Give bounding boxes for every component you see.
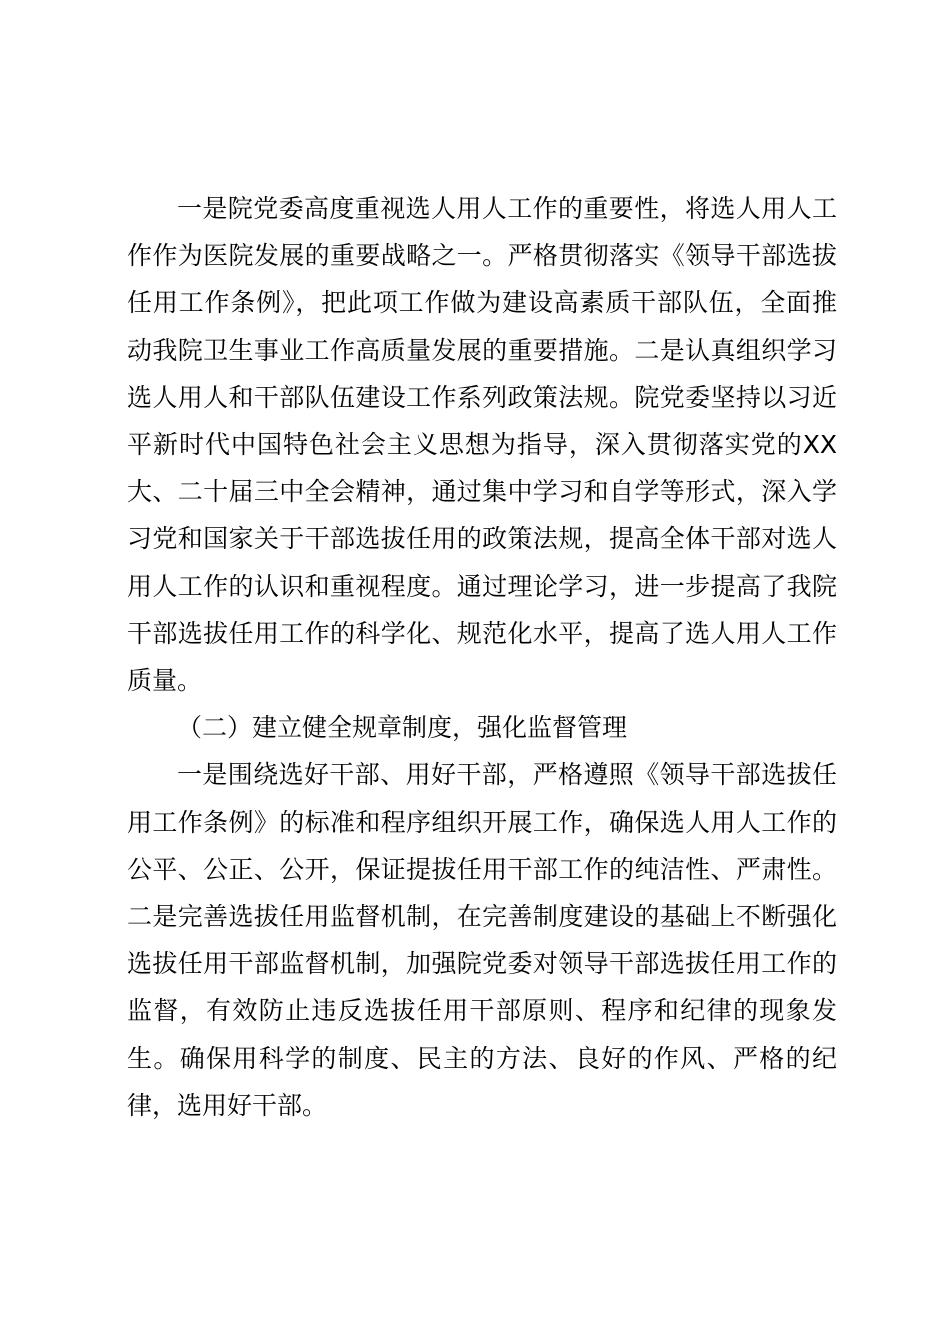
paragraph-1: 一是院党委高度重视选人用人工作的重要性，将选人用人工作作为医院发展的重要战略之一。严格贯彻落实《领导干部选拔任用工作条例》，把此项工作做为建设高素质干部队伍，全面推动我院卫生事业工作高质量发展的重要措施。二是认真组织学习选人用人和干部队伍建设工作系列政策法规。院党委坚持以习近平新时代中国特色社会主义思想为指导，深入贯彻落实党的XX大、二十届三中全会精神，通过集中学习和自学等形式，深入学习党和国家关于干部选拔任用的政策法规，提高全体干部对选人用人工作的认识和重视程度。通过理论学习，进一步提高了我院干部选拔任用工作的科学化、规范化水平，提高了选人用人工作质量。: [127, 194, 837, 696]
paragraph-2: 一是围绕选好干部、用好干部，严格遵照《领导干部选拔任用工作条例》的标准和程序组织开展工作，确保选人用人工作的公平、公正、公开，保证提拔任用干部工作的纯洁性、严肃性。二是完善选拔任用监督机制，在完善制度建设的基础上不断强化选拔任用干部监督机制，加强院党委对领导干部选拔任用工作的监督，有效防止违反选拔任用干部原则、程序和纪律的现象发生。确保用科学的制度、民主的方法、良好的作风、严格的纪律，选用好干部。: [127, 760, 837, 1120]
document-body: [127, 185, 837, 1129]
section-heading: （二）建立健全规章制度，强化监督管理: [177, 713, 628, 743]
